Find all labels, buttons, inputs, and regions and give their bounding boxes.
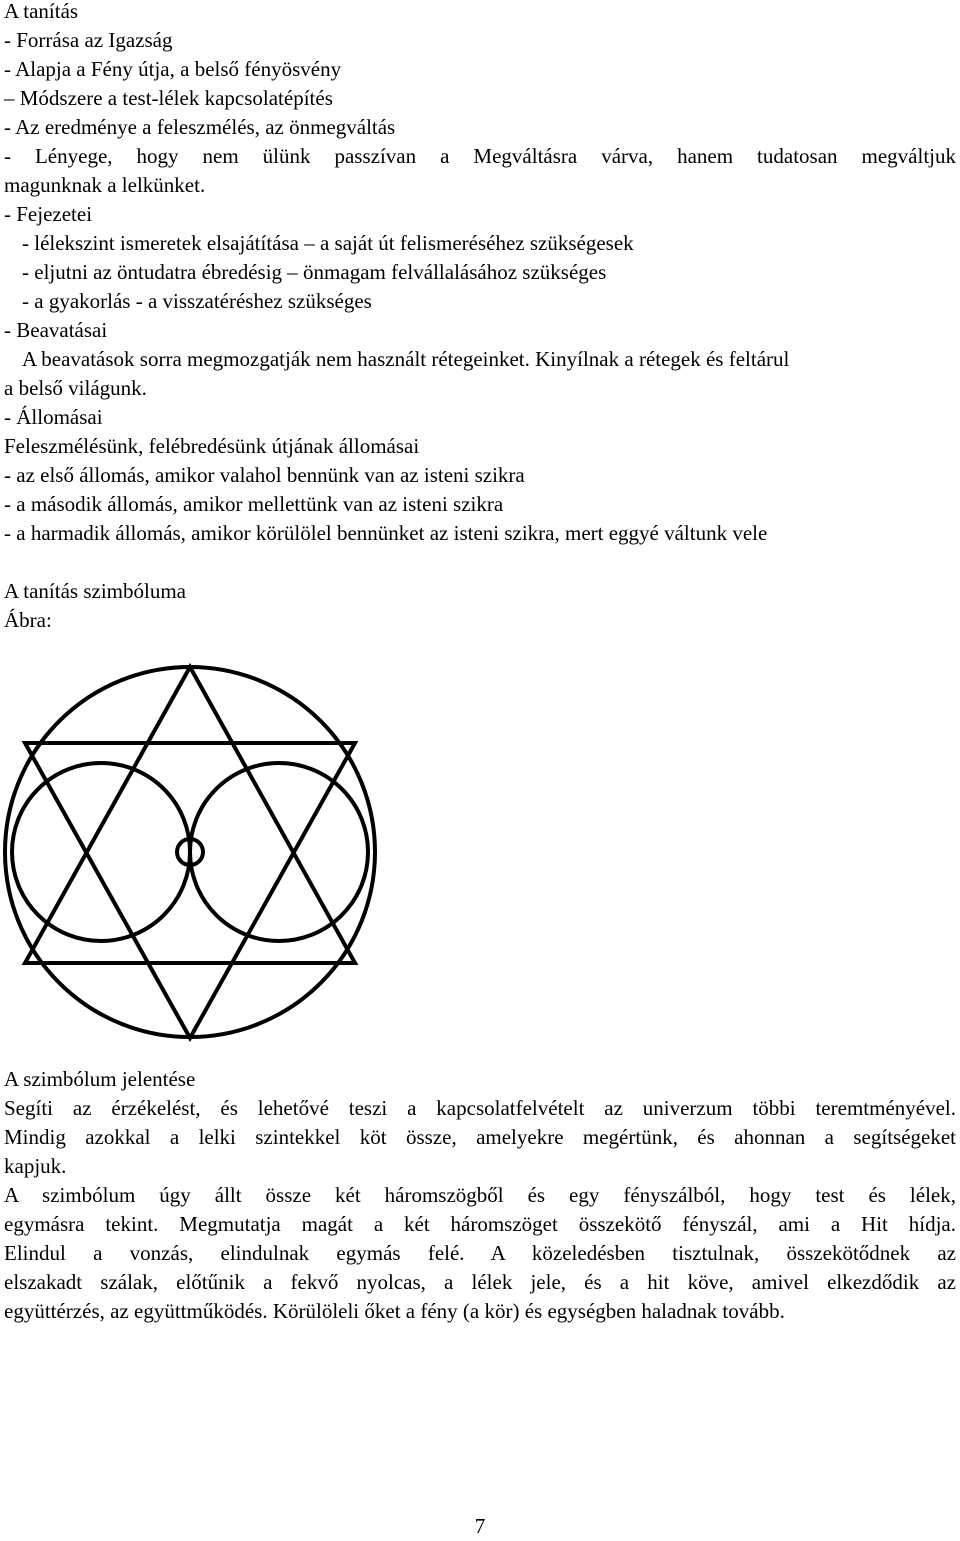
- teaching-line: - Az eredménye a feleszmélés, az önmegváltás: [4, 115, 396, 139]
- station-item: - a második állomás, amikor mellettünk van az isteni szikra: [4, 492, 504, 516]
- downward-triangle: [25, 743, 355, 1038]
- chapter-item: - a gyakorlás - a visszatéréshez szükséges: [22, 289, 372, 313]
- stations-intro: Feleszmélésünk, felébredésünk útjának állomásai: [4, 434, 420, 458]
- meaning-heading: A szimbólum jelentése: [4, 1067, 196, 1091]
- page-number: 7: [474, 1514, 486, 1538]
- left-inner-circle: [12, 763, 190, 941]
- meaning-line: Mindig azokkal a lelki szintekkel köt össze, amelyekre megértünk, és ahonnan a segítségeket: [4, 1125, 956, 1149]
- stations-heading: - Állomásai: [4, 405, 103, 429]
- teaching-line: – Módszere a test-lélek kapcsolatépítés: [4, 86, 333, 110]
- chapters-heading: - Fejezetei: [4, 202, 93, 226]
- initiations-heading: - Beavatásai: [4, 318, 108, 342]
- initiations-text: a belső világunk.: [4, 376, 147, 400]
- chapter-item: - eljutni az öntudatra ébredésig – önmagam felvállalásához szükséges: [22, 260, 607, 284]
- teaching-symbol-figure: [0, 655, 380, 1045]
- station-item: - a harmadik állomás, amikor körülölel bennünket az isteni szikra, mert eggyé váltunk vele: [4, 521, 768, 545]
- meaning-line: együttérzés, az együttműködés. Körülöleli őket a fény (a kör) és egységben haladnak tovább.: [4, 1299, 785, 1323]
- initiations-text: A beavatások sorra megmozgatják nem használt rétegeinket. Kinyílnak a rétegek és feltárul: [22, 347, 790, 371]
- teaching-line: - Lényege, hogy nem ülünk passzívan a Megváltásra várva, hanem tudatosan megváltjuk: [4, 144, 956, 168]
- meaning-line: kapjuk.: [4, 1154, 67, 1178]
- teaching-line: - Alapja a Fény útja, a belső fényösvény: [4, 57, 342, 81]
- meaning-line: Segíti az érzékelést, és lehetővé teszi a kapcsolatfelvételt az univerzum többi teremtményével.: [4, 1096, 956, 1120]
- figure-label: Ábra:: [4, 608, 52, 632]
- teaching-line: - Forrása az Igazság: [4, 28, 173, 52]
- symbol-heading: A tanítás szimbóluma: [4, 579, 186, 603]
- station-item: - az első állomás, amikor valahol bennünk van az isteni szikra: [4, 463, 525, 487]
- meaning-line: elszakadt szálak, előtűnik a fekvő nyolcas, a lélek jele, és a hit köve, amivel elkezdődik az: [4, 1270, 956, 1294]
- chapter-item: - lélekszint ismeretek elsajátítása – a saját út felismeréséhez szükségesek: [22, 231, 634, 255]
- upward-triangle: [25, 667, 355, 963]
- meaning-line: A szimbólum úgy állt össze két háromszögből és egy fényszálból, hogy test és lélek,: [4, 1183, 956, 1207]
- meaning-line: egymásra tekint. Megmutatja magát a két háromszöget összekötő fényszál, ami a Hit hídja.: [4, 1212, 956, 1236]
- meaning-section: [4, 1065, 956, 1326]
- meaning-line: Elindul a vonzás, elindulnak egymás felé. A közeledésben tisztulnak, összekötődnek az: [4, 1241, 956, 1265]
- teaching-title: A tanítás: [4, 0, 79, 23]
- teaching-section: [4, 0, 956, 635]
- teaching-line: magunknak a lelkünket.: [4, 173, 206, 197]
- right-inner-circle: [190, 763, 368, 941]
